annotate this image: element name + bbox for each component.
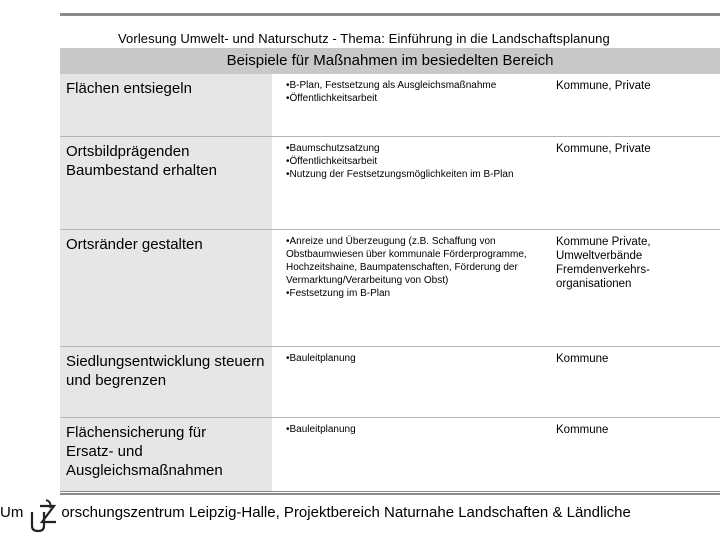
- goal-text: Siedlungsentwicklung steuern und begrenzen: [66, 353, 265, 389]
- measure-item: • Baumschutzsatzung: [286, 142, 542, 155]
- actors-cell: Kommune: [556, 353, 609, 365]
- ufz-logo-icon: [26, 498, 60, 536]
- measures-cell: [286, 352, 542, 365]
- measures-table: [60, 74, 720, 492]
- table-row: [60, 347, 720, 418]
- course-title: Vorlesung Umwelt- und Naturschutz - Thema: Einführung in die Landschaftsplanung: [118, 31, 610, 46]
- table-row: [60, 137, 720, 230]
- goal-text: Flächen entsiegeln: [66, 80, 192, 97]
- table-row: [60, 230, 720, 347]
- actors-cell: Kommune: [556, 424, 609, 436]
- table-row: [60, 74, 720, 137]
- slide-title: Beispiele für Maßnahmen im besiedelten Bereich: [60, 48, 720, 74]
- goal-cell: [60, 230, 272, 346]
- goal-cell: [60, 347, 272, 417]
- measure-item: • Anreize und Überzeugung (z.B. Schaffung von Obstbaumwiesen über kommunale Förderprogramme, Hochzeitshaine, Baumpatenschaften, Förderung der Vermarktung/Verarbeitung von Obst): [286, 235, 542, 287]
- measure-item: • Öffentlichkeitsarbeit: [286, 92, 542, 105]
- measure-item: • Öffentlichkeitsarbeit: [286, 155, 542, 168]
- footer-text: [0, 504, 631, 521]
- measure-item: • Bauleitplanung: [286, 423, 542, 436]
- goal-cell: [60, 418, 272, 491]
- measures-cell: [286, 235, 542, 300]
- goal-text: Ortsbildprägenden Baumbestand erhalten: [66, 143, 217, 179]
- measures-cell: [286, 79, 542, 105]
- top-divider: [60, 13, 720, 16]
- goal-cell: [60, 74, 272, 136]
- actors-cell: Kommune, Private: [556, 80, 651, 92]
- goal-cell: [60, 137, 272, 229]
- measure-item: • Festsetzung im B-Plan: [286, 287, 542, 300]
- goal-text: Flächensicherung für Ersatz- und Ausgleichsmaßnahmen: [66, 424, 223, 479]
- measure-item: • Nutzung der Festsetzungsmöglichkeiten im B-Plan: [286, 168, 542, 181]
- footer-text-left: Um: [0, 504, 24, 521]
- goal-text: Ortsränder gestalten: [66, 236, 203, 253]
- footer-text-right: orschungszentrum Leipzig-Halle, Projektbereich Naturnahe Landschaften & Ländliche: [61, 504, 631, 521]
- measures-cell: [286, 423, 542, 436]
- actors-cell: Kommune, Private: [556, 143, 651, 155]
- measures-cell: [286, 142, 542, 181]
- table-row: [60, 418, 720, 492]
- actors-cell: Kommune Private, Umweltverbände Fremdenverkehrs-organisationen: [556, 236, 651, 290]
- footer-divider: [60, 493, 720, 495]
- measure-item: • B-Plan, Festsetzung als Ausgleichsmaßnahme: [286, 79, 542, 92]
- measure-item: • Bauleitplanung: [286, 352, 542, 365]
